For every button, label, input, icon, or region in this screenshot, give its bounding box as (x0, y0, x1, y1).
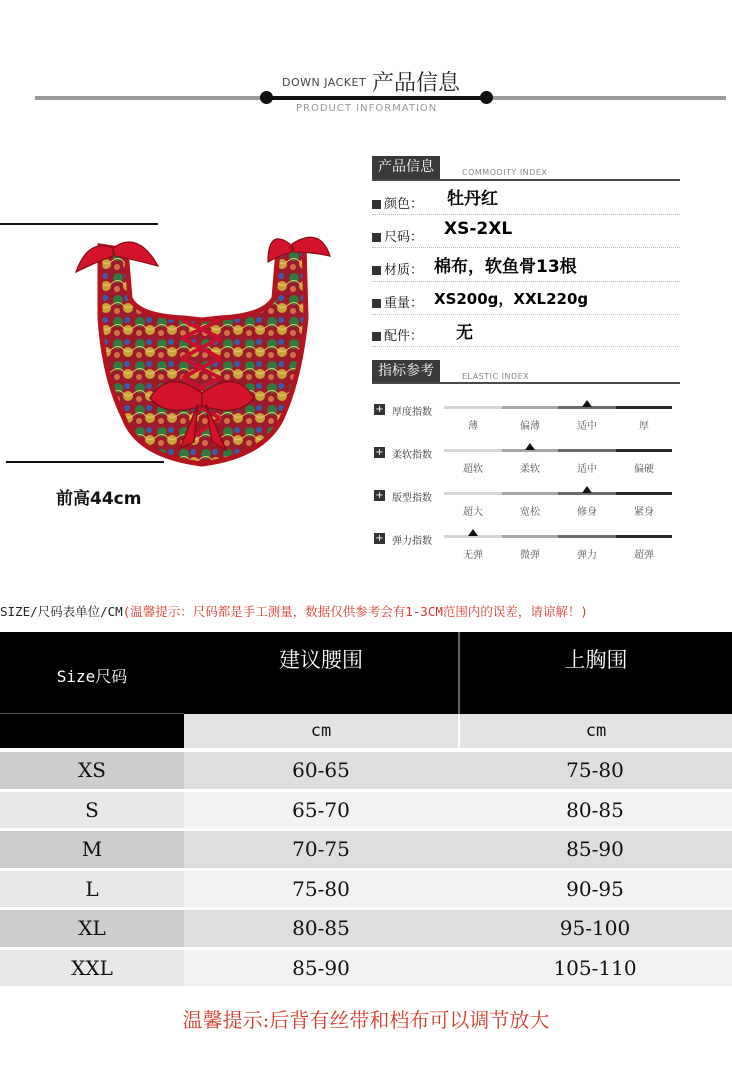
index-marker-icon (582, 400, 592, 407)
row-divider (372, 346, 680, 347)
waist-cell: 60-65 (292, 758, 350, 783)
unit-waist: cm (310, 721, 332, 741)
bust-cell: 80-85 (566, 797, 624, 822)
waist-cell: 85-90 (292, 955, 350, 980)
bust-cell: 90-95 (566, 876, 624, 901)
bust-cell: 75-80 (566, 758, 624, 783)
index-level-label: 适中 (577, 464, 597, 475)
accessory-value: 无 (456, 323, 473, 343)
bullet-icon (372, 233, 381, 242)
size-row-label (372, 226, 423, 245)
row-divider (372, 281, 680, 282)
waist-cell: 80-85 (292, 916, 350, 941)
bullet-icon (372, 299, 381, 308)
bullet-icon (372, 332, 381, 341)
bust-cell: 95-100 (559, 916, 631, 941)
commodity-rule (372, 179, 680, 181)
material-row-label (372, 259, 423, 278)
index-plus-icon: + (375, 447, 384, 458)
color-value: 牡丹红 (447, 189, 498, 209)
color-label-text: 颜色： (384, 197, 424, 212)
weight-label-text: 重量： (384, 296, 424, 311)
size-table-note (0, 602, 588, 620)
waist-cell: 75-80 (292, 876, 350, 901)
index-level-label: 微弹 (520, 550, 540, 561)
size-cell: M (81, 837, 103, 862)
header-waist: 建议腰围 (279, 648, 363, 672)
unit-bust: cm (585, 721, 607, 741)
measure-line-top (0, 223, 158, 225)
index-scale-segment (558, 449, 616, 452)
index-level-label: 修身 (577, 507, 597, 518)
index-scale-segment (616, 449, 672, 452)
index-level-label: 适中 (577, 421, 597, 432)
size-cell: L (85, 876, 99, 901)
bullet-icon (372, 200, 381, 209)
index-scale-segment (616, 406, 672, 409)
index-name: 柔软指数 (392, 450, 432, 461)
weight-value: XS200g，XXL220g (434, 290, 589, 308)
footer-note: 温馨提示:后背有丝带和档布可以调节放大 (182, 1008, 550, 1032)
front-height-label: 前高44cm (56, 489, 142, 509)
header-dot-right (480, 91, 493, 104)
header-rule-left (35, 96, 268, 100)
index-scale-segment (616, 492, 672, 495)
elastic-rule (372, 382, 680, 384)
header-cn-title: 产品信息 (372, 71, 461, 96)
row-divider (372, 214, 680, 215)
header-en-title: DOWN JACKET (282, 76, 367, 89)
index-level-label: 无弹 (463, 550, 483, 561)
index-scale-segment (444, 406, 502, 409)
unit-divider (458, 714, 460, 748)
index-level-label: 厚 (639, 421, 649, 432)
index-scale-segment (502, 406, 558, 409)
material-value: 棉布，软鱼骨13根 (434, 257, 577, 277)
waist-cell: 65-70 (292, 797, 350, 822)
size-label-text: 尺码： (384, 230, 424, 245)
header-rule-right (486, 96, 726, 100)
index-level-label: 超软 (463, 464, 483, 475)
index-scale-segment (558, 535, 616, 538)
bust-cell: 85-90 (566, 837, 624, 862)
row-divider (372, 314, 680, 315)
size-cell: S (85, 797, 99, 822)
index-scale-segment (444, 492, 502, 495)
size-note-prefix: SIZE/尺码表单位/CM (0, 604, 123, 619)
index-level-label: 超大 (463, 507, 483, 518)
index-scale-segment (444, 449, 502, 452)
index-marker-icon (582, 486, 592, 493)
commodity-tag-sub: COMMODITY INDEX (462, 168, 548, 177)
size-cell: XXL (71, 955, 113, 980)
elastic-tag: 指标参考 (372, 360, 440, 383)
material-label-text: 材质： (384, 263, 424, 278)
header-dot-left (260, 91, 273, 104)
size-cell: XL (78, 916, 106, 941)
index-plus-icon: + (375, 490, 384, 501)
bust-cell: 105-110 (553, 955, 637, 980)
size-cell: XS (78, 758, 106, 783)
index-level-label: 偏薄 (520, 421, 540, 432)
index-scale-segment (502, 492, 558, 495)
index-plus-icon: + (375, 404, 384, 415)
color-row-label (372, 193, 423, 212)
elastic-tag-sub: ELASTIC INDEX (462, 372, 530, 381)
header-size: Size尺码 (56, 666, 128, 686)
index-marker-icon (468, 529, 478, 536)
header-subtitle: PRODUCT INFORMATION (296, 103, 438, 114)
index-level-label: 偏硬 (634, 464, 654, 475)
index-scale-segment (502, 535, 558, 538)
index-level-label: 弹力 (577, 550, 597, 561)
corset-image (68, 228, 338, 470)
weight-row-label (372, 292, 423, 311)
size-value: XS-2XL (444, 219, 513, 239)
commodity-tag: 产品信息 (372, 156, 440, 179)
index-name: 厚度指数 (392, 407, 432, 418)
index-level-label: 超弹 (634, 550, 654, 561)
table-header-divider-h (0, 713, 184, 714)
index-marker-icon (525, 443, 535, 450)
header-bust: 上胸围 (564, 648, 628, 672)
waist-cell: 70-75 (292, 837, 350, 862)
index-plus-icon: + (375, 533, 384, 544)
row-divider (372, 247, 680, 248)
index-scale-segment (616, 535, 672, 538)
index-level-label: 柔软 (520, 464, 540, 475)
accessory-row-label (372, 325, 423, 344)
accessory-label-text: 配件： (384, 329, 424, 344)
index-level-label: 宽松 (520, 507, 540, 518)
bullet-icon (372, 266, 381, 275)
index-name: 版型指数 (392, 493, 432, 504)
index-name: 弹力指数 (392, 536, 432, 547)
index-level-label: 紧身 (634, 507, 654, 518)
size-note-warning: (温馨提示：尺码都是手工测量，数据仅供参考会有1-3CM范围内的误差，请谅解！) (122, 604, 588, 619)
index-level-label: 薄 (468, 421, 478, 432)
